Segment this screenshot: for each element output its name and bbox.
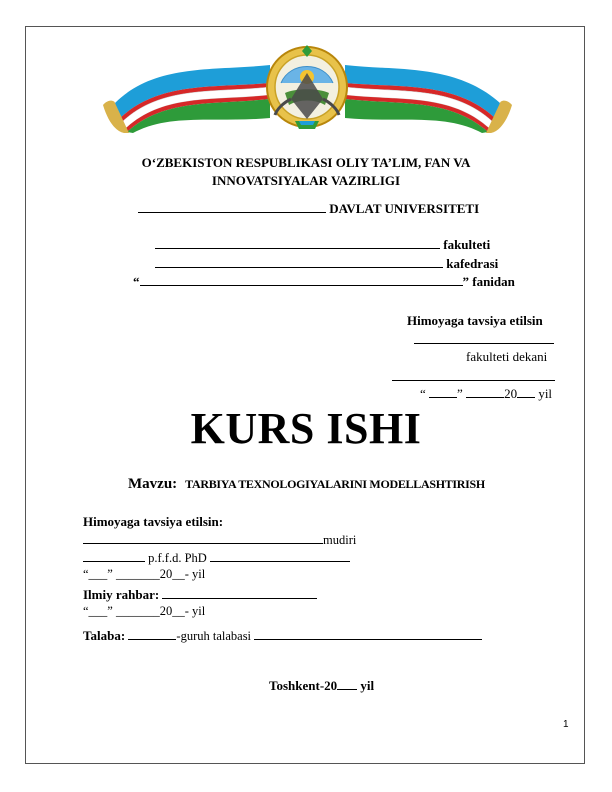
subject-blank <box>140 273 463 286</box>
faculty-row <box>155 236 490 253</box>
defense-date-2: “___” _______20__- yil <box>83 604 206 618</box>
city-year-prefix: Toshkent-20 <box>269 678 338 693</box>
date-year-blank <box>517 385 535 398</box>
page-number: 1 <box>563 719 569 730</box>
subject-label: ” fanidan <box>462 274 515 289</box>
department-label: kafedrasi <box>446 256 499 271</box>
university-row <box>138 200 479 217</box>
degree-blank-right <box>210 549 350 562</box>
date-day-blank <box>429 385 457 398</box>
degree-blank-left <box>83 549 145 562</box>
date-year-prefix: 20 <box>504 386 518 401</box>
approval-heading: Himoyaga tavsiya etilsin <box>407 313 543 328</box>
dean-label: fakulteti dekani <box>466 349 548 364</box>
city-year-suffix: yil <box>360 678 375 693</box>
defense-heading: Himoyaga tavsiya etilsin: <box>83 514 224 529</box>
faculty-label: fakulteti <box>443 237 491 252</box>
topic-row <box>128 475 485 493</box>
right-flag-icon <box>345 65 512 133</box>
state-emblem-icon <box>95 43 520 133</box>
subject-row <box>133 273 515 290</box>
subject-open-quote: “ <box>133 274 140 289</box>
group-text: -guruh talabasi <box>176 629 252 643</box>
date-year-suffix: yil <box>538 386 553 401</box>
date-quote-close: ” <box>457 386 463 401</box>
approval-signature-blank <box>414 331 554 344</box>
head-row <box>83 531 356 548</box>
document-title: KURS ISHI <box>190 404 422 453</box>
head-name-blank <box>83 531 323 544</box>
degree-row <box>83 549 350 566</box>
supervisor-name-blank <box>162 586 317 599</box>
university-label: DAVLAT UNIVERSITETI <box>329 201 480 216</box>
department-row <box>155 255 498 272</box>
approval-signature-row <box>414 331 554 349</box>
coat-of-arms-icon <box>267 45 347 129</box>
left-flag-icon <box>103 65 270 133</box>
topic-label: Mavzu: <box>128 476 178 492</box>
university-name-blank <box>138 200 326 213</box>
topic-value: TARBIYA TEXNOLOGIYALARINI MODELLASHTIRISH <box>185 477 485 491</box>
student-label: Talaba: <box>83 628 126 643</box>
defense-date-1: “___” _______20__- yil <box>83 567 206 581</box>
student-row <box>83 627 482 644</box>
dean-name-blank <box>392 368 555 381</box>
approval-date <box>420 385 552 402</box>
city-year <box>269 677 374 694</box>
department-blank <box>155 255 443 268</box>
ministry-name-line1: O‘ZBEKISTON RESPUBLIKASI OLIY TA’LIM, FAN VA <box>141 155 471 170</box>
dean-name-row <box>392 368 555 386</box>
student-name-blank <box>254 627 482 640</box>
degree-label: p.f.f.d. PhD <box>148 551 207 565</box>
head-role: mudiri <box>323 533 357 547</box>
faculty-blank <box>155 236 440 249</box>
city-year-blank <box>337 677 357 690</box>
supervisor-row <box>83 586 317 603</box>
date-month-blank <box>466 385 504 398</box>
date-quote-open: “ <box>420 386 426 401</box>
group-blank <box>128 627 176 640</box>
ministry-name-line2: INNOVATSIYALAR VAZIRLIGI <box>211 173 401 188</box>
supervisor-label: Ilmiy rahbar: <box>83 587 160 602</box>
